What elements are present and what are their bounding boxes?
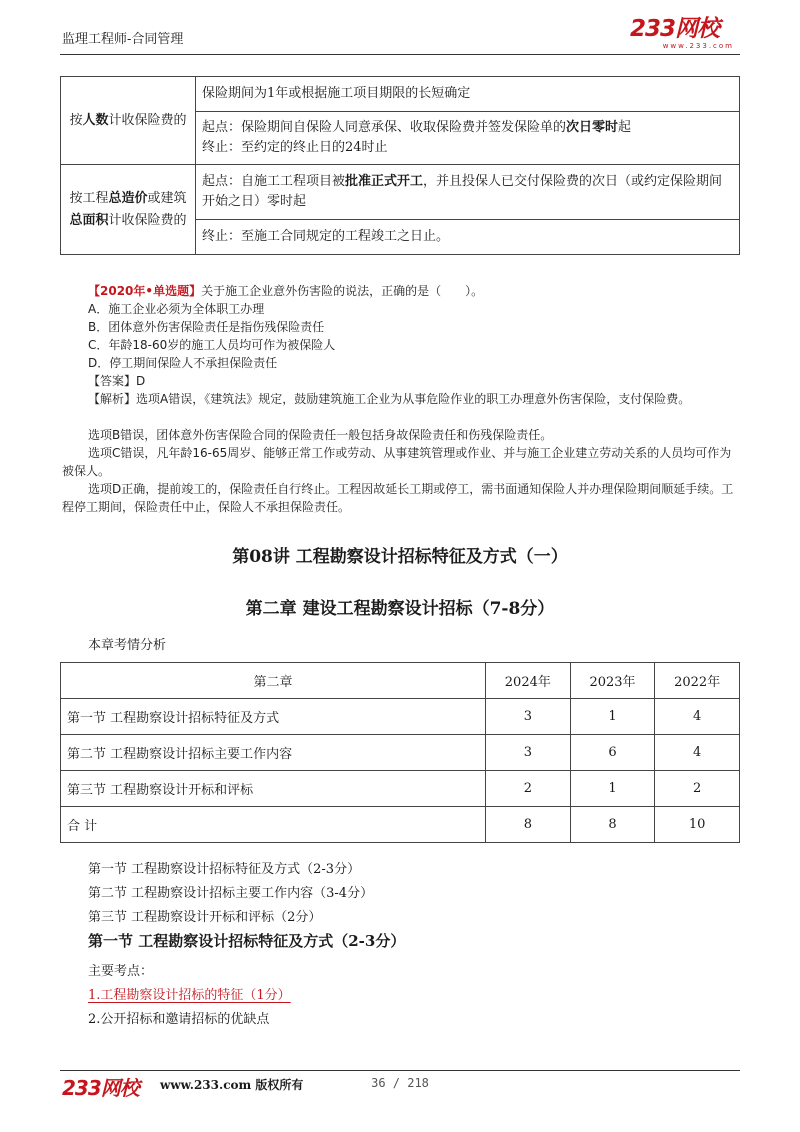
table-cell: 2	[655, 771, 740, 807]
logo-text: 233网校	[630, 16, 720, 42]
label-text: 按	[69, 112, 83, 128]
key-point-link[interactable]: 1.工程勘察设计招标的特征（1分）	[88, 988, 291, 1003]
table-row	[61, 807, 740, 843]
table-row	[61, 771, 740, 807]
table-cell: 8	[570, 807, 655, 843]
key-points-label: 主要考点：	[88, 964, 154, 979]
cell-bold-text: 批准正式开工	[345, 174, 424, 189]
section-list-item: 第一节 工程勘察设计招标特征及方式（2-3分）	[88, 862, 361, 877]
cell-text: 起	[618, 120, 632, 135]
header-divider	[60, 54, 740, 55]
table-cell: 2	[486, 771, 571, 807]
column-header: 2022年	[655, 663, 740, 699]
table-cell: 保险期间为1年或根据施工项目期限的长短确定	[196, 77, 740, 112]
table-cell: 终止：至施工合同规定的工程竣工之日止。	[196, 220, 740, 255]
label-text: 计收保险费的	[108, 212, 187, 228]
cell-bold-text: 次日零时	[566, 120, 619, 135]
chapter-title: 第二章 建设工程勘察设计招标（7-8分）	[245, 599, 555, 619]
table-cell: 合 计	[61, 807, 486, 843]
cell-text: 终止：至约定的终止日的24时止	[202, 140, 388, 155]
option-d: D．停工期间保险人不承担保险责任	[88, 356, 278, 370]
cell-text: 起点：保险期间自保险人同意承保、收取保险费并签发保险单的	[202, 120, 567, 135]
table-cell: 第一节 工程勘察设计招标特征及方式	[61, 699, 486, 735]
table-cell: 第三节 工程勘察设计开标和评标	[61, 771, 486, 807]
table-row	[61, 699, 740, 735]
table-header-row	[61, 663, 740, 699]
document-header-title: 监理工程师-合同管理	[62, 32, 184, 47]
label-text: 或建筑	[147, 190, 187, 206]
key-point-item: 2.公开招标和邀请招标的优缺点	[88, 1012, 270, 1027]
section-list-item: 第二节 工程勘察设计招标主要工作内容（3-4分）	[88, 886, 374, 901]
row-label-by-cost-or-area	[61, 165, 196, 255]
table-row	[61, 735, 740, 771]
table-cell: 6	[570, 735, 655, 771]
analysis-paragraph: 选项B错误，团体意外伤害保险合同的保险责任一般包括身故保险责任和伤残保险责任。	[88, 428, 553, 442]
cell-text: 起点：自施工工程项目被	[202, 174, 346, 189]
answer: 【答案】D	[88, 374, 146, 388]
insurance-fee-table	[60, 76, 740, 255]
question-text: 关于施工企业意外伤害险的说法，正确的是（ ）。	[201, 284, 484, 298]
table-cell: 第二节 工程勘察设计招标主要工作内容	[61, 735, 486, 771]
table-cell	[196, 112, 740, 165]
label-bold-text: 总造价	[108, 190, 148, 206]
table-row	[61, 77, 740, 112]
row-label-by-headcount	[61, 77, 196, 165]
section-list-item: 第三节 工程勘察设计开标和评标（2分）	[88, 910, 322, 925]
label-text: 计收保险费的	[108, 112, 187, 128]
option-b: B．团体意外伤害保险责任是指伤残保险责任	[88, 320, 325, 334]
question-stem	[88, 282, 738, 300]
table-cell: 1	[570, 771, 655, 807]
table-cell: 4	[655, 735, 740, 771]
analysis-paragraph: 【解析】选项A错误，《建筑法》规定，鼓励建筑施工企业为从事危险作业的职工办理意外伤害保险，支付保险费。	[88, 392, 691, 406]
label-bold-text: 总面积	[69, 212, 109, 228]
table-cell: 10	[655, 807, 740, 843]
cell-text: ，并且投保人已交付保险费的次日（或约定保险期间开始之日）零时起	[202, 174, 723, 209]
column-header: 第二章	[61, 663, 486, 699]
table-cell: 1	[570, 699, 655, 735]
table-cell: 4	[655, 699, 740, 735]
label-text: 按工程	[69, 190, 109, 206]
option-c: C．年龄18-60岁的施工人员均可作为被保险人	[88, 338, 336, 352]
table-cell: 3	[486, 699, 571, 735]
footer-divider	[60, 1070, 740, 1071]
footer-site: www.233.com 版权所有	[160, 1078, 304, 1092]
table-row	[61, 165, 740, 220]
column-header: 2023年	[570, 663, 655, 699]
section-heading: 第一节 工程勘察设计招标特征及方式（2-3分）	[88, 932, 406, 950]
page-number: 36 / 218	[371, 1076, 429, 1090]
column-header: 2024年	[486, 663, 571, 699]
chapter-analysis-label: 本章考情分析	[88, 638, 167, 653]
logo-subtext: www.233.com	[662, 42, 734, 50]
footer-logo: 233网校	[62, 1076, 139, 1100]
table-cell: 3	[486, 735, 571, 771]
brand-logo	[630, 16, 738, 52]
analysis-paragraph: 选项D正确，提前竣工的，保险责任自行终止。工程因故延长工期或停工，需书面通知保险人并办理保险期间顺延手续。工程停工期间，保险责任中止，保险人不承担保险责任。	[62, 482, 734, 514]
question-tag: 【2020年•单选题】	[88, 284, 202, 298]
analysis-paragraph: 选项C错误，凡年龄16-65周岁、能够正常工作或劳动、从事建筑管理或作业、并与施工企业建立劳动关系的人员均可作为被保人。	[62, 446, 732, 478]
lecture-title: 第08讲 工程勘察设计招标特征及方式（一）	[232, 547, 568, 567]
table-cell: 8	[486, 807, 571, 843]
option-a: A．施工企业必须为全体职工办理	[88, 302, 265, 316]
label-bold-text: 人数	[82, 112, 109, 128]
chapter-score-table	[60, 662, 740, 843]
table-cell	[196, 165, 740, 220]
